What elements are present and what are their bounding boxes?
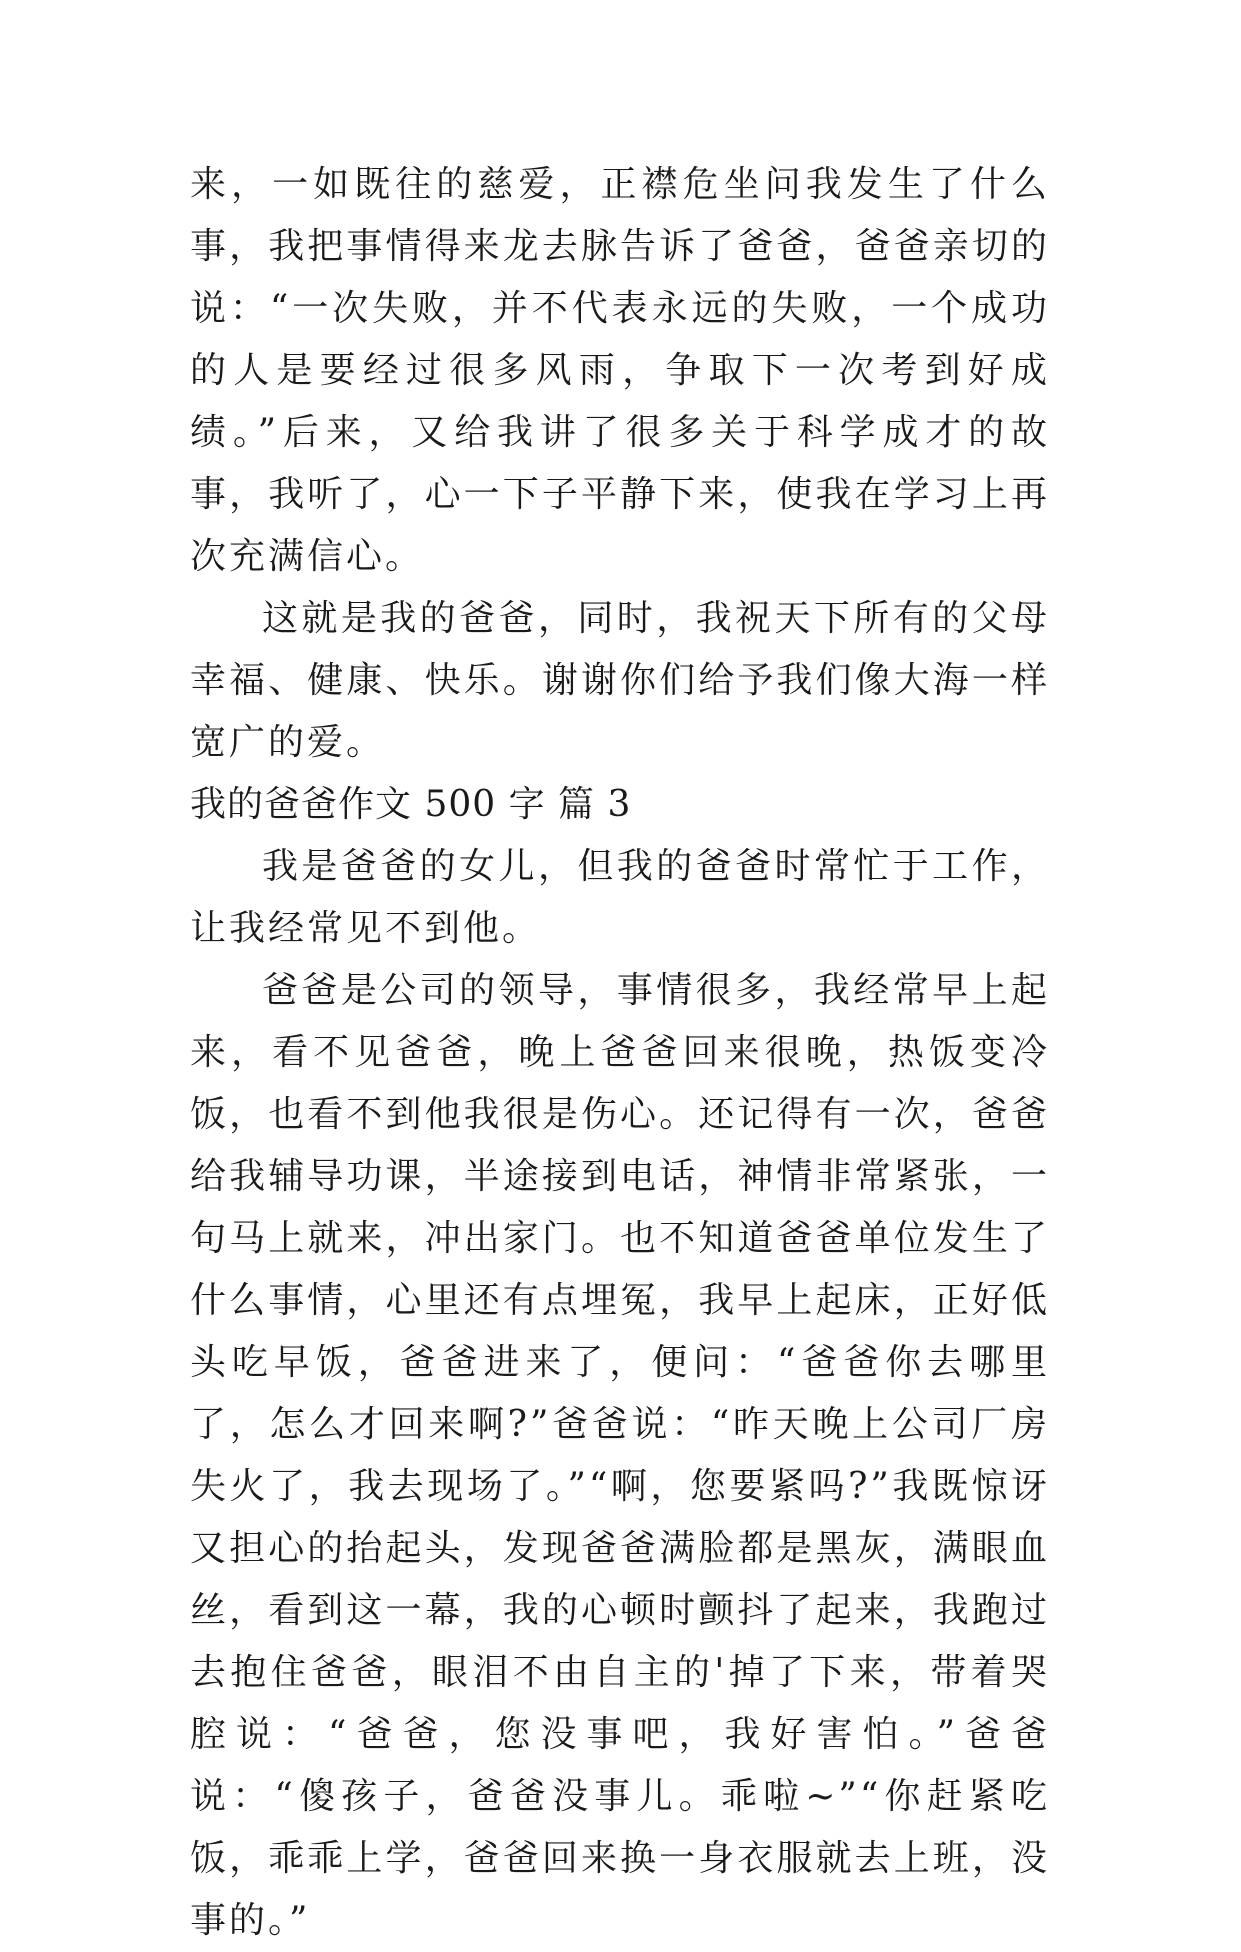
document-body (190, 154, 1050, 1952)
paragraph-1: 来，一如既往的慈爱，正襟危坐问我发生了什么事，我把事情得来龙去脉告诉了爸爸，爸爸亲切的说：“一次失败，并不代表永远的失败，一个成功的人是要经过很多风雨，争取下一次考到好成绩。”后来，又给我讲了很多关于科学成才的故事，我听了，心一下子平静下来，使我在学习上再次充满信心。 (190, 164, 1050, 577)
section-heading: 我的爸爸作文 500 字 篇 3 (190, 784, 632, 825)
paragraph-4: 爸爸是公司的领导，事情很多，我经常早上起来，看不见爸爸，晚上爸爸回来很晚，热饭变冷饭，也看不到他我很是伤心。还记得有一次，爸爸给我辅导功课，半途接到电话，神情非常紧张，一句马上就来，冲出家门。也不知道爸爸单位发生了什么事情，心里还有点埋冤，我早上起床，正好低头吃早饭，爸爸进来了，便问：“爸爸你去哪里了，怎么才回来啊?”爸爸说：“昨天晚上公司厂房失火了，我去现场了。”“啊，您要紧吗?”我既惊讶又担心的抬起头，发现爸爸满脸都是黑灰，满眼血丝，看到这一幕，我的心顿时颤抖了起来，我跑过去抱住爸爸，眼泪不由自主的'掉了下来，带着哭腔说：“爸爸，您没事吧，我好害怕。”爸爸说：“傻孩子，爸爸没事儿。乖啦~”“你赶紧吃饭，乖乖上学，爸爸回来换一身衣服就去上班，没事的。” (190, 970, 1050, 1941)
paragraph-3: 我是爸爸的女儿，但我的爸爸时常忙于工作，让我经常见不到他。 (190, 846, 1050, 949)
paragraph-2: 这就是我的爸爸，同时，我祝天下所有的父母幸福、健康、快乐。谢谢你们给予我们像大海一样宽广的爱。 (190, 598, 1050, 763)
